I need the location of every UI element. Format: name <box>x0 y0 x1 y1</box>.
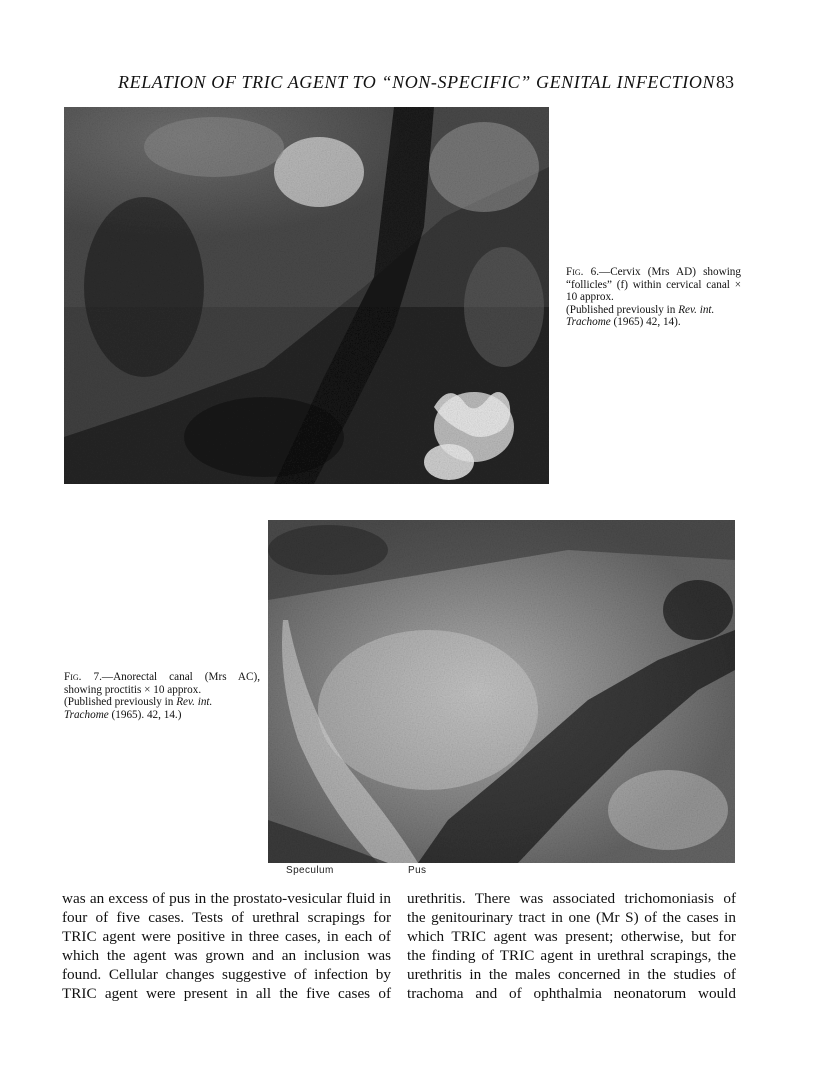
figure-7-caption <box>64 671 260 721</box>
body-column-right <box>407 890 736 1003</box>
figure-7-journal-name: Trachome <box>64 708 109 721</box>
figure-6-caption-line: “follicles” (f) within cervical canal <box>566 278 730 291</box>
running-head: RELATION OF TRIC AGENT TO “NON-SPECIFIC” GENITAL INFECTION <box>118 72 716 92</box>
cervix-photo-image <box>64 107 549 484</box>
body-line: urethritis. There was associated trichomoniasis of <box>407 890 736 907</box>
anorectal-photo-image <box>268 520 735 863</box>
body-line: found. Cellular changes suggestive of infection by <box>62 965 391 983</box>
body-line: urethritis in the males concerned in the studies of <box>407 965 736 983</box>
figure-6-caption-line: (1965) 42, 14). <box>613 316 681 329</box>
figure-7-journal-name: Rev. int. <box>176 696 213 709</box>
body-line: was an excess of pus in the prostato-vesicular fluid in <box>62 890 391 907</box>
body-line: TRIC agent were present in all the five cases of <box>62 984 391 1002</box>
body-line: four of five cases. Tests of urethral scrapings for <box>62 908 391 926</box>
figure-6-journal-name: Trachome <box>566 316 611 329</box>
figure-7-photo <box>268 520 735 863</box>
body-line: trachoma and of ophthalmia neonatorum would <box>407 984 736 1002</box>
page-number: 83 <box>716 72 734 92</box>
body-column-left <box>62 890 391 1003</box>
figure-7-label: Fig. 7. <box>64 671 102 683</box>
figure-6-caption-line: —Cervix (Mrs AD) showing <box>599 266 741 278</box>
figure-6-label: Fig. 6. <box>566 266 599 278</box>
figure-7-caption-line: (1965). 42, 14.) <box>111 708 182 721</box>
speculum-label: Speculum <box>286 865 334 876</box>
figure-6-caption <box>566 266 741 329</box>
figure-7-caption-line: showing proctitis × 10 approx. <box>64 683 202 696</box>
figure-6-photo <box>64 107 549 484</box>
body-line: TRIC agent were positive in three cases, in each of <box>62 927 391 945</box>
body-line: which the agent was grown and an inclusion was <box>62 946 391 964</box>
body-line: the finding of TRIC agent in urethral scrapings, the <box>407 946 736 964</box>
figure-6-caption-line: × 10 approx. <box>566 278 742 304</box>
body-line: which TRIC agent was present; otherwise, but for <box>407 927 736 945</box>
figure-6-journal-name: Rev. int. <box>678 303 715 316</box>
figure-6-caption-line: (Published previously in <box>566 303 679 316</box>
figure-7-caption-line: (Published previously in <box>64 696 177 709</box>
body-line: the genitourinary tract in one (Mr S) of the cases in <box>407 908 736 926</box>
figure-7-caption-line: —Anorectal canal (Mrs AC), <box>101 671 260 683</box>
pus-label: Pus <box>408 865 427 876</box>
